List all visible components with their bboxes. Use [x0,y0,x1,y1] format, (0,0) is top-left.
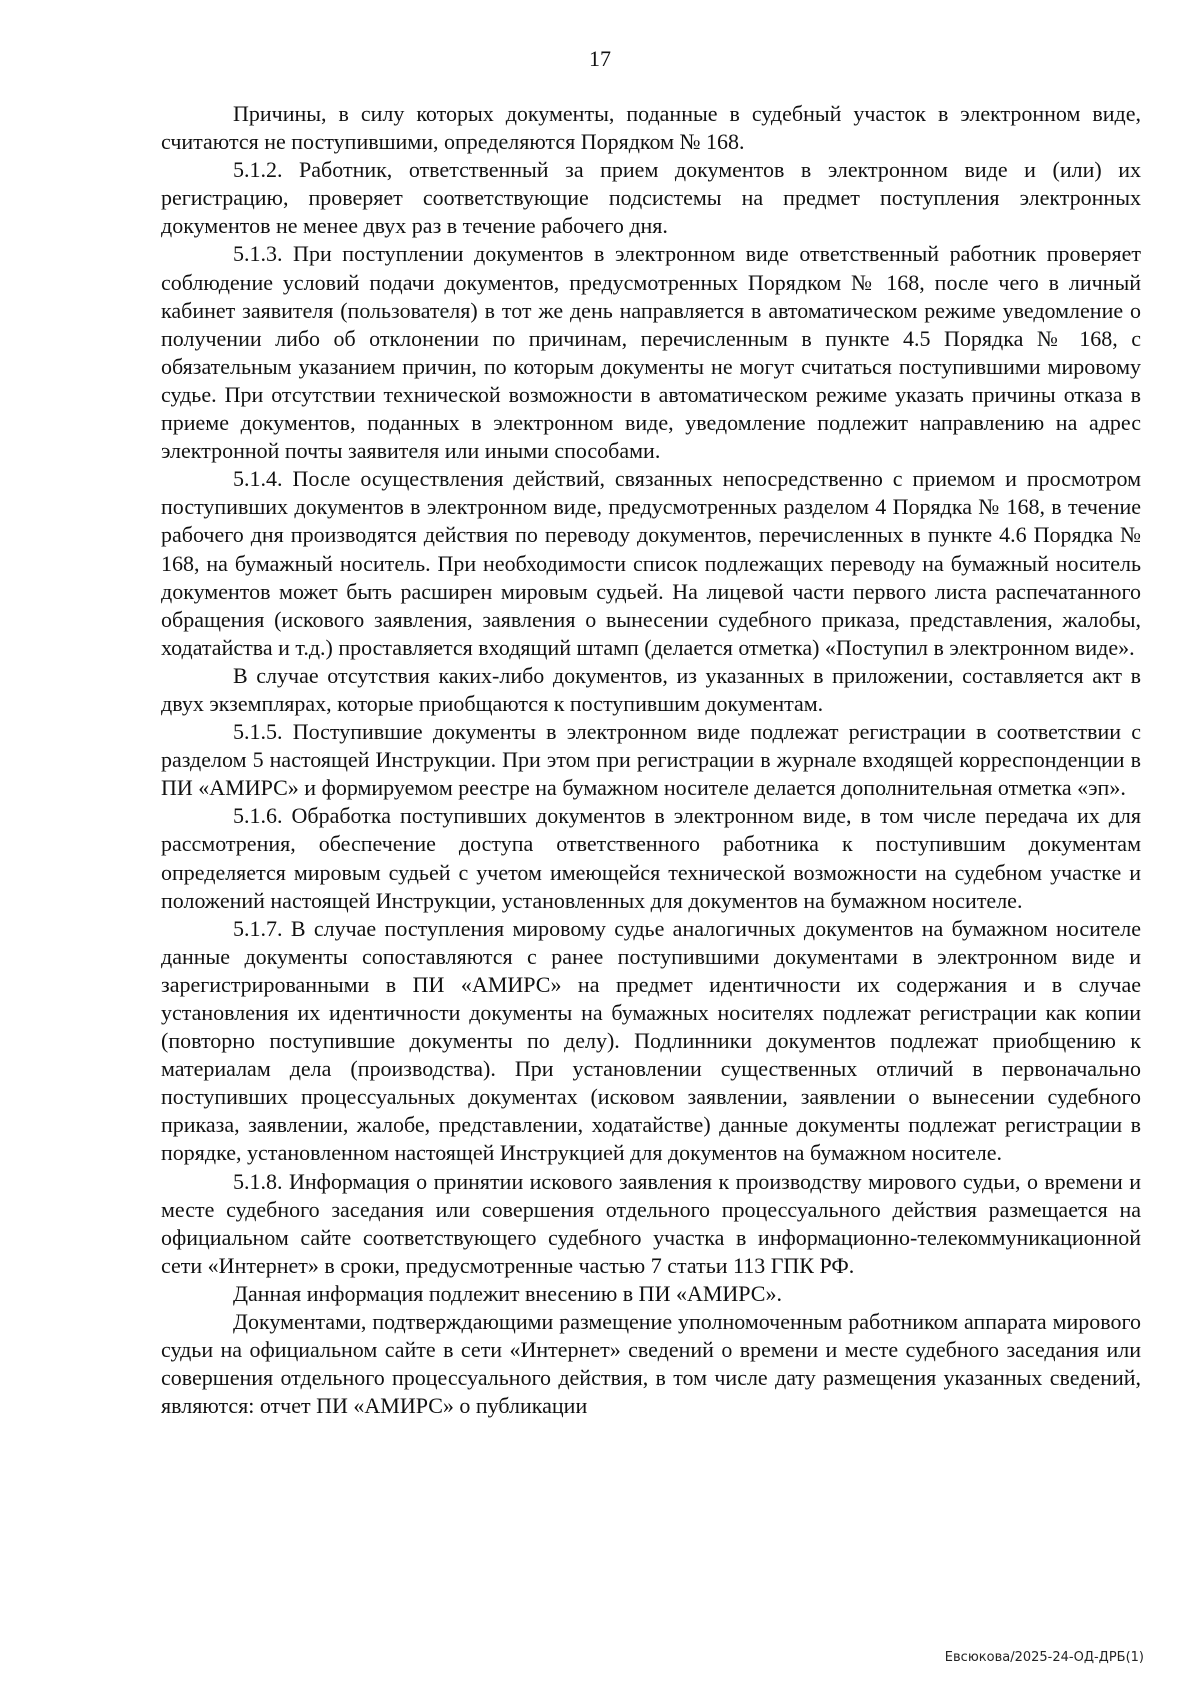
paragraph: Данная информация подлежит внесению в ПИ «АМИРС». [233,1280,782,1306]
document-footer-code: Евсюкова/2025-24-ОД-ДРБ(1) [944,1650,1144,1665]
document-body [161,100,1141,1420]
page-number: 17 [589,46,611,71]
paragraph: 5.1.2. Работник, ответственный за прием документов в электронном виде и (или) их регистрацию, проверяет соответствующие подсистемы на предмет поступления электронных документов не менее двух раз в течение рабочего дня. [161,157,1141,239]
paragraph: В случае отсутствия каких-либо документов, из указанных в приложении, составляется акт в двух экземплярах, которые приобщаются к поступившим документам. [161,662,1141,716]
paragraph: 5.1.3. При поступлении документов в электронном виде ответственный работник проверяет соблюдение условий подачи документов, предусмотренных Порядком № 168, после чего в личный кабинет заявителя (пользователя) в тот же день направляется в автоматическом режиме уведомление о получении либо об отклонении по причинам, перечисленным в пункте 4.5 Порядка № 168, с обязательным указанием причин, по которым документы не могут считаться поступившими мировому судье. При отсутствии технической возможности в автоматическом режиме указать причины отказа в приеме документов, поданных в электронном виде, уведомление подлежит направлению на адрес электронной почты заявителя или иными способами. [161,241,1141,464]
paragraph: Причины, в силу которых документы, поданные в судебный участок в электронном виде, считаются не поступившими, определяются Порядком № 168. [161,101,1141,155]
paragraph: 5.1.8. Информация о принятии искового заявления к производству мирового судьи, о времени и месте судебного заседания или совершения отдельного процессуального действия размещается на официальном сайте соответствующего судебного участка в информационно-телекоммуникационной сети «Интернет» в сроки, предусмотренные частью 7 статьи 113 ГПК РФ. [161,1168,1141,1278]
paragraph: 5.1.7. В случае поступления мировому судье аналогичных документов на бумажном носителе данные документы сопоставляются с ранее поступившими документами в электронном виде и зарегистрированными в ПИ «АМИРС» на предмет идентичности их содержания и в случае установления их идентичности документы на бумажных носителях подлежат регистрации как копии (повторно поступившие документы по делу). Подлинники документов подлежат приобщению к материалам дела (производства). При установлении существенных отличий в первоначально поступивших процессуальных документах (исковом заявлении, заявлении о вынесении судебного приказа, заявлении, жалобе, представлении, ходатайстве) данные документы подлежат регистрации в порядке, установленном настоящей Инструкцией для документов на бумажном носителе. [161,915,1141,1166]
paragraph: 5.1.4. После осуществления действий, связанных непосредственно с приемом и просмотром поступивших документов в электронном виде, предусмотренных разделом 4 Порядка № 168, в течение рабочего дня производятся действия по переводу документов, перечисленных в пункте 4.6 Порядка № 168, на бумажный носитель. При необходимости список подлежащих переводу на бумажный носитель документов может быть расширен мировым судьей. На лицевой части первого листа распечатанного обращения (искового заявления, заявления о вынесении судебного приказа, представления, жалобы, ходатайства и т.д.) проставляется входящий штамп (делается отметка) «Поступил в электронном виде». [161,466,1141,660]
paragraph: 5.1.6. Обработка поступивших документов в электронном виде, в том числе передача их для рассмотрения, обеспечение доступа ответственного работника к поступившим документам определяется мировым судьей с учетом имеющейся технической возможности на судебном участке и положений настоящей Инструкции, установленных для документов на бумажном носителе. [161,803,1141,913]
paragraph: 5.1.5. Поступившие документы в электронном виде подлежат регистрации в соответствии с разделом 5 настоящей Инструкции. При этом при регистрации в журнале входящей корреспонденции в ПИ «АМИРС» и формируемом реестре на бумажном носителе делается дополнительная отметка «эп». [161,719,1141,801]
paragraph: Документами, подтверждающими размещение уполномоченным работником аппарата мирового судьи на официальном сайте в сети «Интернет» сведений о времени и месте судебного заседания или совершения отдельного процессуального действия, в том числе дату размещения указанных сведений, являются: отчет ПИ «АМИРС» о публикации [161,1309,1141,1419]
